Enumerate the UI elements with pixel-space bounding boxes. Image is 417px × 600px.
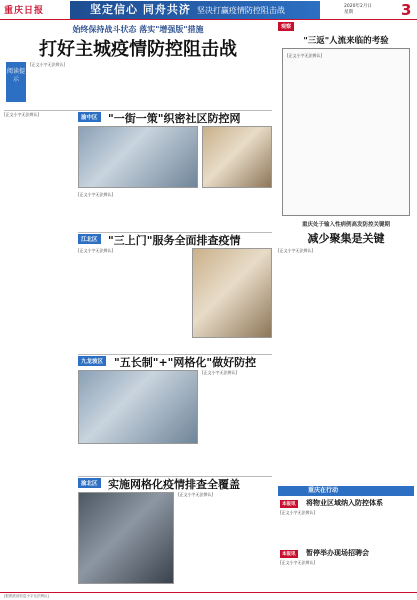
- photo-door-visit: [192, 248, 272, 338]
- section-jiangbei: [78, 234, 272, 352]
- photo-patrol: [202, 126, 272, 188]
- section-yuzhong: [78, 112, 272, 230]
- news-head: 暂停举办现场招聘会: [306, 548, 369, 557]
- overline: 始终保持战斗状态 落实"增强版"措施: [72, 25, 204, 34]
- commentary-box: [282, 48, 410, 216]
- banner-title: 坚定信心 同舟共济: [90, 3, 191, 16]
- left-column-text: [正文小字无法辨认]: [4, 112, 40, 117]
- section-head: "五长制"+"网格化"做好防控: [114, 356, 257, 369]
- page-header: [0, 0, 417, 20]
- action-band: 重庆在行动: [278, 486, 414, 496]
- banner-subtitle: 坚决打赢疫情防控阻击战: [196, 6, 285, 15]
- photo-street-checkpoint: [78, 126, 198, 188]
- banner: [70, 1, 320, 19]
- headline: 打好主城疫情防控阻击战: [39, 39, 237, 60]
- news-head: 将物业区域纳入防控体系: [306, 498, 383, 507]
- section-label: 九龙坡区: [78, 356, 106, 366]
- section-label: 江北区: [78, 234, 101, 244]
- section-jiulongpo: [78, 356, 272, 474]
- footer: [报纸底部信息小字无法辨认]: [0, 592, 417, 600]
- page-number: 3: [401, 1, 412, 19]
- section-body: [正文小字无法辨认]: [202, 370, 238, 375]
- feature-body: [正文小字无法辨认]: [278, 248, 314, 253]
- masthead: 重庆日报: [4, 6, 45, 16]
- lead-story: [4, 22, 272, 110]
- date-info: [344, 4, 372, 16]
- section-body: [正文小字无法辨认]: [78, 248, 114, 253]
- news-tag: 本报讯: [282, 502, 296, 507]
- section-head: "一街一策"织密社区防控网: [108, 112, 241, 125]
- commentary-body: [正文小字无法辨认]: [287, 53, 323, 58]
- news-body: [正文小字无法辨认]: [280, 510, 316, 515]
- lead-label: 阅读提示: [6, 62, 26, 102]
- right-panel: [278, 22, 414, 594]
- date-line: 星期: [344, 10, 353, 15]
- feature-kicker: 重庆处于输入性病例高发防控关键期: [301, 222, 390, 228]
- photo-community-worker: [78, 492, 174, 584]
- lead-text: [正文小字无法辨认]: [30, 62, 66, 67]
- feature-head: 减少聚集是关键: [307, 232, 385, 245]
- section-label: 渝北区: [78, 478, 101, 488]
- news-tag: 本报讯: [282, 552, 296, 557]
- section-yubei: [78, 478, 272, 590]
- section-head: "三上门"服务全面排查疫情: [108, 234, 241, 247]
- section-body: [正文小字无法辨认]: [178, 492, 214, 497]
- commentary-head: "三返"人流来临的考验: [303, 36, 389, 46]
- section-head: 实施网格化疫情排查全覆盖: [108, 478, 240, 491]
- date-line: 2020年2月日: [344, 4, 372, 9]
- commentary-label: 观察: [278, 22, 294, 31]
- section-label: 渝中区: [78, 112, 101, 122]
- photo-temperature-check: [78, 370, 198, 444]
- section-body: [正文小字无法辨认]: [78, 192, 114, 197]
- news-body: [正文小字无法辨认]: [280, 560, 316, 565]
